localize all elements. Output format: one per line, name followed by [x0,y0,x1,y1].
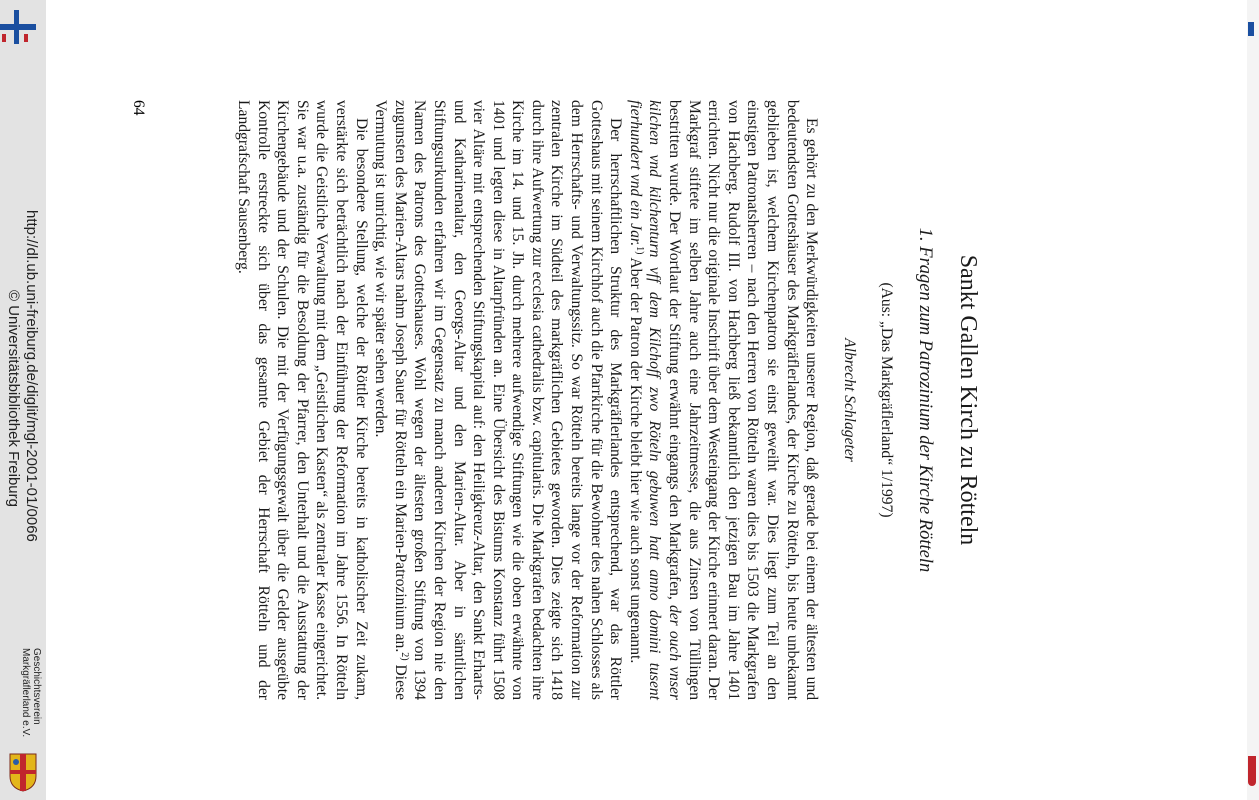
scanned-page [46,0,1247,800]
right-logo-mark [1248,22,1254,36]
paragraph-1-quote: der ouch vnser kilchen vnd kilchenturn vff dem Kilchoff zwo Röteln gebuwen hatt anno domini tusent fierhundert vnd ein Jar. [626,100,684,700]
paragraph-2 [371,100,626,700]
article-title: Sankt Gallen Kirch zu Rötteln [955,254,981,546]
paragraph-1-tail: Aber der Patron der Kirche bleibt hier wie auch sonst ungenannt. [626,254,644,664]
paragraph-2-text: Der herrschaftlichen Struktur des Markgräflerlandes entsprechend, war das Röttler Gotteshaus mit seinem Kirchhof auch die Pfarrkirche für die Bewohner des nahen Schlosses als dem Herrschafts- und Verwaltungssitz. So war Rötteln bereits lange vor der Reformation zur zentralen Kirche im Südteil des markgräflichen Gebietes geworden. Dies zeigte sich 1418 durch ihre Aufwertung zur ecclesia cathedralis bzw. capitularis. Die Markgrafen bedachten ihre Kirche im 14. und 15. Jh. durch mehrere aufwendige Stiftungen wie die oben erwähnte von 1401 und legten diese in Altarpfründen an. Eine Übersicht des Bistums Konstanz führt 1508 vier Altäre mit entsprechenden Stiftungskapital auf: den Heiligkreuz-Altar, den Sankt Erharts- und Katharinenaltar, den Georgs-Altar und den Marien-Altar. Aber in sämtlichen Stiftungsurkunden erfahren wir im Gegensatz zu manch anderen Kirchen der Region nie den Namen des Patrons des Gotteshauses. Wohl wegen der ältesten großen Stiftung von 1394 zugunsten des Marien-Altars nahm Joseph Sauer für Rötteln ein Marien-Patrozinium an. [391,100,625,700]
society-crest-icon [8,752,38,792]
article-body [233,100,982,700]
copyright-notice: © Universitätsbibliothek Freiburg [5,290,22,507]
paragraph-2-tail: Diese Vermutung ist unrichtig, wie wir später sehen werden. [372,100,409,701]
page-number: 64 [130,100,147,116]
article-subtitle: 1. Fragen zum Patrozinium der Kirche Rötteln [915,227,935,573]
publisher-line-1: Geschichtsverein [31,648,42,725]
article-author: Albrecht Schlageter [840,338,858,462]
article-source: (Aus: „Das Markgräflerland“ 1/1997) [878,282,896,518]
footnote-ref-2: 2) [398,652,410,661]
right-crest-mark [1248,756,1256,786]
ub-freiburg-logo [0,10,36,44]
page-content-rotated [46,0,1247,800]
paragraph-1-text: Es gehört zu den Merkwürdigkeiten unserer Region, daß gerade bei einem der ältesten und bedeutendsten Gotteshäuser des Markgräflerlandes, der Kirche zu Rötteln, bis heute unbekannt geblieben ist, welchem Kirchenpatron sie einst geweiht war. Dies liegt zum Teil an den einstigen Patronatsherren – nach den Herren von Rötteln waren dies bis 1503 die Markgrafen von Hachberg. Rudolf III. von Hachberg ließ bekanntlich den jetzigen Bau im Jahre 1401 errichten. Nicht nur die originale Inschrift über dem Westeingang der Kirche erinnert daran. Der Markgraf stiftete im selben Jahre auch eine Jahrzeitmesse, die aus Zinsen von Tüllingen bestritten wurde. Der Wortlaut der Stiftung erwähnt eingangs den Markgrafen, [666,100,821,700]
publisher-line-2: Markgräflerland e.V. [20,648,31,738]
paragraph-3: Die besondere Stellung, welche der Röttler Kirche bereits in katholischer Zeit zukam, verstärkte sich beträchtlich nach der Einführung der Reformation im Jahre 1556. In Rötteln wurde die Geistliche Verwaltung mit dem „Geistlichen Kasten“ als zentraler Kasse eingerichtet. Sie war u.a. zuständig für die Besoldung der Pfarrer, den Unterhalt und die Ausstattung der Kirchengebäude und der Schulen. Die mit der Verfügungsgewalt über die Gelder ausgeübte Kontrolle erstreckte sich über das gesamte Gebiet der Herrschaft Rötteln und der Landgrafschaft Sausenberg. [235,100,370,700]
right-margin-bar [1247,0,1259,800]
footnote-ref-1: 1) [634,246,646,255]
digitization-url: http://dl.ub.uni-freiburg.de/diglit/mgl-2001-01/0066 [23,210,40,542]
left-margin-bar [0,0,46,800]
paragraph-1 [625,100,821,700]
